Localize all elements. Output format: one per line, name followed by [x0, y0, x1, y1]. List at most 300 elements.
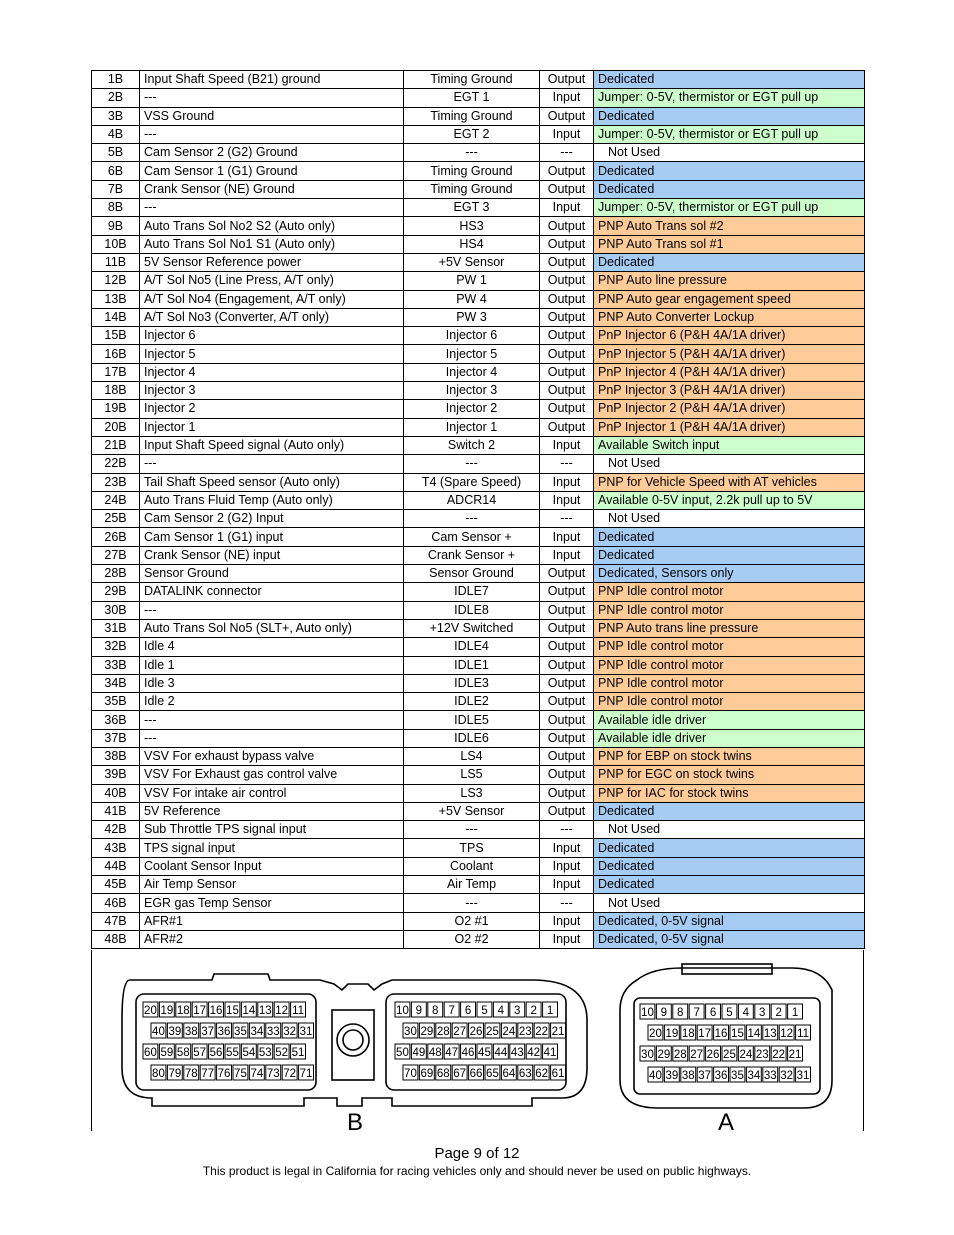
connector-b-left-pin-label: 15	[226, 1005, 239, 1017]
function-cell: AFR#2	[140, 930, 404, 948]
function-cell: TPS signal input	[140, 839, 404, 857]
note-cell: Dedicated	[594, 107, 865, 125]
table-row	[92, 418, 865, 436]
connector-b-right-pin-label: 1	[546, 1005, 554, 1017]
signal-cell: Sensor Ground	[404, 565, 540, 583]
note-cell: PnP Injector 5 (P&H 4A/1A driver)	[594, 345, 865, 363]
note-cell: Available 0-5V input, 2.2k pull up to 5V	[594, 491, 865, 509]
table-row	[92, 180, 865, 198]
table-row	[92, 601, 865, 619]
function-cell: Crank Sensor (NE) input	[140, 546, 404, 564]
function-cell: Cam Sensor 1 (G1) input	[140, 528, 404, 546]
table-row	[92, 857, 865, 875]
connector-b-right-pin-label: 64	[502, 1068, 516, 1080]
connector-a-pin-label: 30	[641, 1049, 654, 1061]
direction-cell: Input	[540, 125, 594, 143]
direction-cell: Output	[540, 418, 594, 436]
connector-a-pin-label: 37	[698, 1070, 712, 1082]
direction-cell: Output	[540, 180, 594, 198]
table-row	[92, 473, 865, 491]
function-cell: ---	[140, 89, 404, 107]
connector-a-pin-label: 3	[759, 1007, 766, 1019]
connector-b-left-pin-label: 80	[152, 1068, 165, 1080]
direction-cell: Input	[540, 876, 594, 894]
signal-cell: Timing Ground	[404, 71, 540, 89]
note-cell: Dedicated	[594, 253, 865, 271]
connector-b-right-pin-label: 41	[543, 1047, 557, 1059]
table-row	[92, 638, 865, 656]
function-cell: Cam Sensor 2 (G2) Input	[140, 510, 404, 528]
connector-b-right-pin-label: 63	[518, 1068, 532, 1080]
direction-cell: Input	[540, 546, 594, 564]
note-cell: PNP for IAC for stock twins	[594, 784, 865, 802]
note-cell: Jumper: 0-5V, thermistor or EGT pull up	[594, 199, 865, 217]
connector-a-pin-label: 10	[641, 1007, 654, 1019]
signal-cell: ---	[404, 144, 540, 162]
connector-a-pin-label: 24	[739, 1049, 753, 1061]
table-row	[92, 217, 865, 235]
signal-cell: IDLE2	[404, 693, 540, 711]
pin-cell: 4B	[92, 125, 140, 143]
table-row	[92, 784, 865, 802]
connector-b-left-pin-label: 20	[144, 1005, 157, 1017]
table-row	[92, 693, 865, 711]
note-cell: PNP Idle control motor	[594, 583, 865, 601]
function-cell: Auto Trans Fluid Temp (Auto only)	[140, 491, 404, 509]
connector-a-pin-label: 17	[698, 1028, 712, 1040]
pin-cell: 10B	[92, 235, 140, 253]
connector-b-left-pin-label: 77	[201, 1068, 215, 1080]
connector-b-right-pin-label: 67	[453, 1068, 467, 1080]
signal-cell: T4 (Spare Speed)	[404, 473, 540, 491]
connector-a-pin-label: 38	[681, 1070, 695, 1082]
table-row	[92, 583, 865, 601]
direction-cell: Input	[540, 491, 594, 509]
table-row	[92, 290, 865, 308]
connector-b-right-pin-label: 62	[535, 1068, 549, 1080]
connector-a-pin-label: 18	[681, 1028, 695, 1040]
table-row	[92, 912, 865, 930]
connector-b-right-pin-label: 50	[396, 1047, 409, 1059]
connector-b-right-pin-label: 5	[481, 1005, 488, 1017]
connector-b-right-pin-label: 29	[420, 1026, 434, 1038]
direction-cell: Input	[540, 528, 594, 546]
connector-b-left-pin-label: 74	[250, 1068, 264, 1080]
pin-cell: 22B	[92, 455, 140, 473]
direction-cell: Output	[540, 565, 594, 583]
table-row	[92, 327, 865, 345]
function-cell: Injector 4	[140, 363, 404, 381]
table-row	[92, 528, 865, 546]
connector-a-pin-label: 11	[797, 1028, 810, 1040]
direction-cell: Output	[540, 253, 594, 271]
signal-cell: IDLE1	[404, 656, 540, 674]
signal-cell: LS5	[404, 766, 540, 784]
signal-cell: EGT 2	[404, 125, 540, 143]
signal-cell: Crank Sensor +	[404, 546, 540, 564]
connector-b-left-pin-label: 54	[242, 1047, 256, 1059]
note-cell: Dedicated	[594, 180, 865, 198]
connector-a-pin-label: 21	[788, 1049, 802, 1061]
table-row	[92, 71, 865, 89]
connector-b-left-pin-label: 71	[299, 1068, 313, 1080]
table-row	[92, 272, 865, 290]
note-cell: PnP Injector 3 (P&H 4A/1A driver)	[594, 382, 865, 400]
function-cell: Idle 3	[140, 674, 404, 692]
direction-cell: Output	[540, 766, 594, 784]
function-cell: Input Shaft Speed (B21) ground	[140, 71, 404, 89]
direction-cell: Output	[540, 327, 594, 345]
connector-a-pin-label: 13	[763, 1028, 777, 1040]
pin-cell: 25B	[92, 510, 140, 528]
connector-a-pin-label: 40	[649, 1070, 662, 1082]
note-cell: PNP for EGC on stock twins	[594, 766, 865, 784]
table-row	[92, 125, 865, 143]
function-cell: Auto Trans Sol No5 (SLT+, Auto only)	[140, 619, 404, 637]
pin-cell: 3B	[92, 107, 140, 125]
connector-b-right-pin-label: 26	[469, 1026, 483, 1038]
table-row	[92, 400, 865, 418]
table-row	[92, 565, 865, 583]
pin-cell: 1B	[92, 71, 140, 89]
function-cell: Injector 6	[140, 327, 404, 345]
pin-cell: 48B	[92, 930, 140, 948]
connector-b-latch-hole	[343, 1030, 363, 1050]
connector-a-pin-label: 28	[673, 1049, 687, 1061]
pinout-table-body	[92, 71, 865, 949]
connector-b-right-pin-label: 66	[469, 1068, 483, 1080]
connector-b-right-pin-label: 22	[535, 1026, 549, 1038]
table-row	[92, 436, 865, 454]
note-cell: Available idle driver	[594, 729, 865, 747]
direction-cell: ---	[540, 144, 594, 162]
connector-b-left-pin-label: 78	[184, 1068, 198, 1080]
pin-cell: 31B	[92, 619, 140, 637]
table-row	[92, 144, 865, 162]
note-cell: Dedicated	[594, 528, 865, 546]
connector-a-pin-label: 1	[791, 1007, 799, 1019]
note-cell: PNP Auto Trans sol #2	[594, 217, 865, 235]
function-cell: 5V Sensor Reference power	[140, 253, 404, 271]
direction-cell: Output	[540, 235, 594, 253]
signal-cell: Coolant	[404, 857, 540, 875]
note-cell: Not Used	[594, 510, 865, 528]
note-cell: Dedicated, Sensors only	[594, 565, 865, 583]
pin-cell: 20B	[92, 418, 140, 436]
connector-diagram	[91, 950, 864, 1131]
connector-b-right-pin-label: 30	[404, 1026, 417, 1038]
connector-b-left-pin-label: 51	[291, 1047, 305, 1059]
connector-b-left-pin-label: 52	[275, 1047, 289, 1059]
table-row	[92, 747, 865, 765]
function-cell: ---	[140, 455, 404, 473]
connector-b-right-pin-label: 68	[436, 1068, 450, 1080]
signal-cell: PW 3	[404, 308, 540, 326]
connector-b-left-pin-label: 16	[209, 1005, 223, 1017]
table-row	[92, 89, 865, 107]
connector-b-right-pin-label: 70	[404, 1068, 417, 1080]
note-cell: PNP Auto gear engagement speed	[594, 290, 865, 308]
pin-cell: 2B	[92, 89, 140, 107]
connector-b-right-pin-label: 9	[415, 1005, 423, 1017]
function-cell: ---	[140, 601, 404, 619]
connector-b-left-pin-label: 59	[160, 1047, 174, 1059]
connector-b-left-pin-label: 35	[234, 1026, 247, 1038]
connector-a-pin-label: 33	[763, 1070, 777, 1082]
direction-cell: Input	[540, 930, 594, 948]
connector-a-pin-label: 19	[665, 1028, 679, 1040]
direction-cell: Output	[540, 711, 594, 729]
connector-b-left-pin-label: 72	[283, 1068, 297, 1080]
direction-cell: Output	[540, 784, 594, 802]
connector-a-label: A	[717, 1109, 735, 1131]
function-cell: Crank Sensor (NE) Ground	[140, 180, 404, 198]
connector-a-pin-label: 7	[693, 1007, 700, 1019]
note-cell: Dedicated	[594, 857, 865, 875]
connector-b-right-pin-label: 3	[514, 1005, 521, 1017]
signal-cell: IDLE7	[404, 583, 540, 601]
connector-b-right-pin-label: 69	[420, 1068, 434, 1080]
function-cell: VSS Ground	[140, 107, 404, 125]
signal-cell: IDLE6	[404, 729, 540, 747]
connector-b-right-pin-label: 46	[461, 1047, 475, 1059]
note-cell: PnP Injector 1 (P&H 4A/1A driver)	[594, 418, 865, 436]
connector-b-right-pin-label: 47	[445, 1047, 459, 1059]
direction-cell: Output	[540, 619, 594, 637]
connector-a-pin-label: 2	[775, 1007, 782, 1019]
connector-b-right-pin-label: 24	[502, 1026, 516, 1038]
direction-cell: Output	[540, 656, 594, 674]
signal-cell: HS3	[404, 217, 540, 235]
connector-a-pin-label: 27	[690, 1049, 704, 1061]
pin-cell: 42B	[92, 821, 140, 839]
function-cell: A/T Sol No3 (Converter, A/T only)	[140, 308, 404, 326]
function-cell: Coolant Sensor Input	[140, 857, 404, 875]
function-cell: ---	[140, 199, 404, 217]
pin-cell: 38B	[92, 747, 140, 765]
function-cell: Cam Sensor 2 (G2) Ground	[140, 144, 404, 162]
pin-cell: 7B	[92, 180, 140, 198]
function-cell: ---	[140, 711, 404, 729]
connector-b-left-pin-label: 40	[152, 1026, 165, 1038]
pin-cell: 30B	[92, 601, 140, 619]
connector-b-left-pin-label: 31	[299, 1026, 313, 1038]
pin-cell: 8B	[92, 199, 140, 217]
function-cell: Idle 1	[140, 656, 404, 674]
pin-cell: 21B	[92, 436, 140, 454]
function-cell: Injector 5	[140, 345, 404, 363]
signal-cell: O2 #1	[404, 912, 540, 930]
signal-cell: Injector 2	[404, 400, 540, 418]
connector-b-left-pin-label: 19	[160, 1005, 174, 1017]
function-cell: VSV For Exhaust gas control valve	[140, 766, 404, 784]
connector-b-right-pin-label: 27	[453, 1026, 467, 1038]
connector-b-right-pin-label: 44	[494, 1047, 508, 1059]
direction-cell: Output	[540, 802, 594, 820]
function-cell: DATALINK connector	[140, 583, 404, 601]
table-row	[92, 930, 865, 948]
pin-cell: 14B	[92, 308, 140, 326]
pin-cell: 15B	[92, 327, 140, 345]
table-row	[92, 619, 865, 637]
connector-b-left-pin-label: 36	[217, 1026, 231, 1038]
direction-cell: ---	[540, 894, 594, 912]
table-row	[92, 199, 865, 217]
pin-cell: 34B	[92, 674, 140, 692]
connector-b-right-pin-label: 2	[530, 1005, 537, 1017]
connector-b-right-pin-label: 43	[510, 1047, 524, 1059]
direction-cell: Input	[540, 199, 594, 217]
connector-b-right-pin-label: 25	[486, 1026, 499, 1038]
direction-cell: Output	[540, 638, 594, 656]
connector-b-left-pin-label: 12	[275, 1005, 289, 1017]
pin-cell: 9B	[92, 217, 140, 235]
table-row	[92, 162, 865, 180]
connector-b-right-pin-label: 4	[497, 1005, 505, 1017]
connector-b-left-pin-label: 38	[184, 1026, 198, 1038]
connector-b-left-pin-label: 76	[217, 1068, 231, 1080]
connector-b-left-pin-label: 37	[201, 1026, 215, 1038]
pin-cell: 16B	[92, 345, 140, 363]
note-cell: PNP Auto trans line pressure	[594, 619, 865, 637]
pin-cell: 12B	[92, 272, 140, 290]
function-cell: Auto Trans Sol No2 S2 (Auto only)	[140, 217, 404, 235]
signal-cell: O2 #2	[404, 930, 540, 948]
table-row	[92, 711, 865, 729]
note-cell: Not Used	[594, 821, 865, 839]
table-row	[92, 839, 865, 857]
connector-b-left-pin-label: 57	[193, 1047, 207, 1059]
connector-b-left-pin-label: 56	[209, 1047, 223, 1059]
note-cell: PNP Idle control motor	[594, 693, 865, 711]
function-cell: Injector 1	[140, 418, 404, 436]
signal-cell: EGT 1	[404, 89, 540, 107]
connector-b-right-pin-label: 28	[436, 1026, 450, 1038]
connector-a-latch	[682, 964, 772, 974]
connector-b-left-pin-label: 32	[283, 1026, 297, 1038]
pin-cell: 5B	[92, 144, 140, 162]
pin-cell: 6B	[92, 162, 140, 180]
table-row	[92, 455, 865, 473]
note-cell: Not Used	[594, 455, 865, 473]
connector-a-pin-label: 31	[796, 1070, 810, 1082]
signal-cell: +5V Sensor	[404, 802, 540, 820]
signal-cell: Injector 6	[404, 327, 540, 345]
note-cell: PNP for Vehicle Speed with AT vehicles	[594, 473, 865, 491]
direction-cell: Output	[540, 363, 594, 381]
signal-cell: LS3	[404, 784, 540, 802]
direction-cell: Input	[540, 857, 594, 875]
connector-b-right-pin-label: 7	[448, 1005, 455, 1017]
pin-cell: 41B	[92, 802, 140, 820]
direction-cell: Input	[540, 912, 594, 930]
signal-cell: Switch 2	[404, 436, 540, 454]
pin-cell: 44B	[92, 857, 140, 875]
function-cell: Injector 3	[140, 382, 404, 400]
function-cell: EGR gas Temp Sensor	[140, 894, 404, 912]
connector-a-pin-label: 9	[660, 1007, 668, 1019]
signal-cell: ---	[404, 894, 540, 912]
pin-cell: 43B	[92, 839, 140, 857]
pin-cell: 13B	[92, 290, 140, 308]
connector-a-pin-label: 34	[747, 1070, 761, 1082]
connector-a-pin-label: 23	[755, 1049, 769, 1061]
direction-cell: Output	[540, 583, 594, 601]
pin-cell: 45B	[92, 876, 140, 894]
function-cell: Sensor Ground	[140, 565, 404, 583]
signal-cell: PW 1	[404, 272, 540, 290]
note-cell: Dedicated, 0-5V signal	[594, 930, 865, 948]
direction-cell: ---	[540, 455, 594, 473]
function-cell: A/T Sol No4 (Engagement, A/T only)	[140, 290, 404, 308]
pin-cell: 35B	[92, 693, 140, 711]
signal-cell: ---	[404, 821, 540, 839]
table-row	[92, 674, 865, 692]
connector-a-pin-label: 36	[714, 1070, 728, 1082]
function-cell: Sub Throttle TPS signal input	[140, 821, 404, 839]
connector-b-label: B	[346, 1109, 364, 1131]
signal-cell: +12V Switched	[404, 619, 540, 637]
function-cell: Tail Shaft Speed sensor (Auto only)	[140, 473, 404, 491]
direction-cell: Output	[540, 729, 594, 747]
connector-b-latch-ring	[337, 1024, 369, 1056]
direction-cell: Output	[540, 162, 594, 180]
connector-b-left-pin-label: 14	[242, 1005, 256, 1017]
signal-cell: ---	[404, 510, 540, 528]
table-row	[92, 894, 865, 912]
note-cell: PNP Idle control motor	[594, 656, 865, 674]
pin-cell: 46B	[92, 894, 140, 912]
connector-b-right-pin-label: 49	[412, 1047, 426, 1059]
signal-cell: IDLE4	[404, 638, 540, 656]
signal-cell: Cam Sensor +	[404, 528, 540, 546]
note-cell: Dedicated	[594, 546, 865, 564]
direction-cell: Output	[540, 217, 594, 235]
connector-b-right-pin-label: 6	[464, 1005, 472, 1017]
pin-cell: 36B	[92, 711, 140, 729]
note-cell: Jumper: 0-5V, thermistor or EGT pull up	[594, 89, 865, 107]
function-cell: Idle 2	[140, 693, 404, 711]
table-row	[92, 802, 865, 820]
direction-cell: Output	[540, 382, 594, 400]
function-cell: Idle 4	[140, 638, 404, 656]
direction-cell: Output	[540, 71, 594, 89]
direction-cell: Input	[540, 473, 594, 491]
pin-cell: 47B	[92, 912, 140, 930]
pin-cell: 23B	[92, 473, 140, 491]
direction-cell: Output	[540, 747, 594, 765]
pin-cell: 40B	[92, 784, 140, 802]
note-cell: Dedicated	[594, 802, 865, 820]
connector-b-left-pin-label: 11	[292, 1005, 305, 1017]
pin-cell: 39B	[92, 766, 140, 784]
signal-cell: Injector 1	[404, 418, 540, 436]
connector-a-pin-label: 20	[649, 1028, 662, 1040]
signal-cell: +5V Sensor	[404, 253, 540, 271]
connector-b-left-pin-label: 55	[226, 1047, 239, 1059]
note-cell: Dedicated	[594, 839, 865, 857]
connector-b-right-pin-label: 48	[428, 1047, 442, 1059]
connector-a-pin-label: 15	[731, 1028, 744, 1040]
pinout-table	[91, 70, 865, 949]
table-row	[92, 656, 865, 674]
connector-b-left-pin-label: 75	[234, 1068, 247, 1080]
note-cell: Dedicated	[594, 876, 865, 894]
direction-cell: Output	[540, 674, 594, 692]
signal-cell: IDLE5	[404, 711, 540, 729]
function-cell: ---	[140, 729, 404, 747]
table-row	[92, 253, 865, 271]
